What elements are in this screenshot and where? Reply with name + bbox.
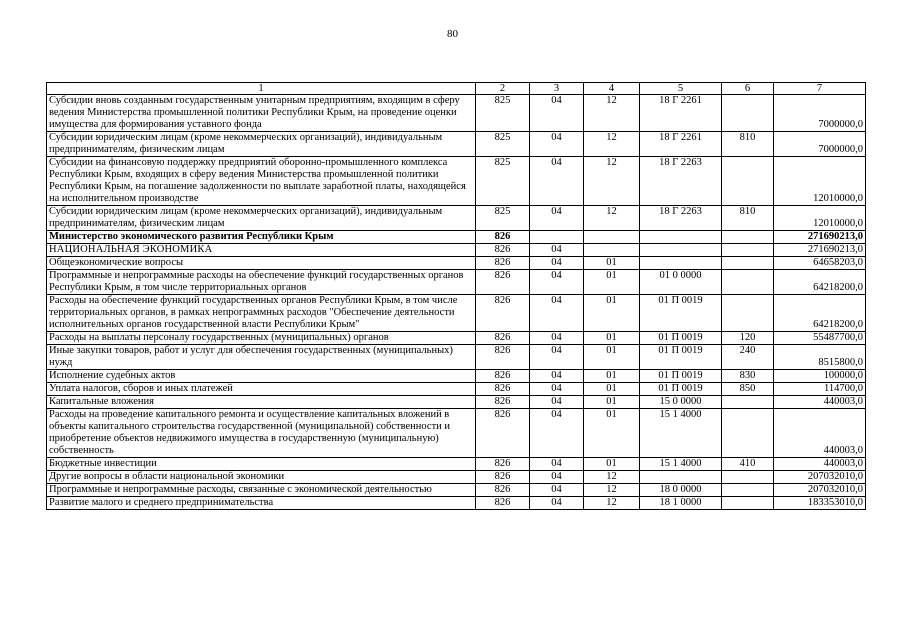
row-vr-cell (722, 231, 774, 244)
table-row (47, 409, 866, 458)
row-csr-cell: 18 Г 2263 (640, 206, 722, 231)
row-gr-cell: 826 (476, 484, 530, 497)
row-pr-cell: 01 (584, 409, 640, 458)
row-rz-cell: 04 (530, 458, 584, 471)
row-vr-cell: 830 (722, 370, 774, 383)
row-name-cell: Другие вопросы в области национальной экономики (47, 471, 476, 484)
row-csr-cell: 01 П 0019 (640, 370, 722, 383)
table-row (47, 497, 866, 510)
row-sum-cell: 7000000,0 (774, 132, 866, 157)
header-cell: 2 (476, 83, 530, 95)
row-pr-cell: 01 (584, 270, 640, 295)
header-cell: 6 (722, 83, 774, 95)
header-cell: 4 (584, 83, 640, 95)
row-gr-cell: 826 (476, 295, 530, 332)
row-sum-cell: 7000000,0 (774, 95, 866, 132)
row-vr-cell: 850 (722, 383, 774, 396)
row-sum-cell: 440003,0 (774, 396, 866, 409)
row-gr-cell: 826 (476, 497, 530, 510)
row-name-cell: Капитальные вложения (47, 396, 476, 409)
table-row (47, 132, 866, 157)
row-sum-cell: 207032010,0 (774, 484, 866, 497)
row-sum-cell: 271690213,0 (774, 244, 866, 257)
row-vr-cell (722, 497, 774, 510)
row-sum-cell: 8515800,0 (774, 345, 866, 370)
row-pr-cell: 01 (584, 257, 640, 270)
table-row (47, 95, 866, 132)
row-rz-cell (530, 231, 584, 244)
row-pr-cell: 12 (584, 95, 640, 132)
row-rz-cell: 04 (530, 383, 584, 396)
row-sum-cell: 100000,0 (774, 370, 866, 383)
row-gr-cell: 826 (476, 383, 530, 396)
row-gr-cell: 826 (476, 231, 530, 244)
row-name-cell: Уплата налогов, сборов и иных платежей (47, 383, 476, 396)
row-rz-cell: 04 (530, 257, 584, 270)
row-csr-cell (640, 231, 722, 244)
row-vr-cell: 410 (722, 458, 774, 471)
row-vr-cell (722, 484, 774, 497)
row-csr-cell: 18 0 0000 (640, 484, 722, 497)
row-gr-cell: 826 (476, 270, 530, 295)
row-gr-cell: 825 (476, 206, 530, 231)
row-pr-cell: 12 (584, 157, 640, 206)
row-name-cell: Расходы на выплаты персоналу государственных (муниципальных) органов (47, 332, 476, 345)
row-vr-cell: 810 (722, 206, 774, 231)
row-vr-cell (722, 244, 774, 257)
table-row (47, 332, 866, 345)
table-row (47, 396, 866, 409)
table-row (47, 244, 866, 257)
row-gr-cell: 826 (476, 257, 530, 270)
row-csr-cell (640, 244, 722, 257)
row-pr-cell: 01 (584, 396, 640, 409)
table-row (47, 206, 866, 231)
table-row (47, 471, 866, 484)
row-rz-cell: 04 (530, 409, 584, 458)
table-row (47, 157, 866, 206)
table-row (47, 458, 866, 471)
header-cell: 1 (47, 83, 476, 95)
row-name-cell: Программные и непрограммные расходы, связанные с экономической деятельностью (47, 484, 476, 497)
row-vr-cell: 240 (722, 345, 774, 370)
row-gr-cell: 826 (476, 244, 530, 257)
row-vr-cell: 120 (722, 332, 774, 345)
row-csr-cell (640, 471, 722, 484)
row-csr-cell (640, 257, 722, 270)
row-vr-cell (722, 471, 774, 484)
row-name-cell: Субсидии вновь созданным государственным унитарным предприятиям, входящим в сферу ведения Министерства промышленной политики Республики Крым, на проведение оценки имущества для формирования уставного фонда (47, 95, 476, 132)
row-rz-cell: 04 (530, 345, 584, 370)
row-gr-cell: 826 (476, 409, 530, 458)
row-sum-cell: 64218200,0 (774, 295, 866, 332)
row-vr-cell (722, 95, 774, 132)
row-csr-cell: 01 П 0019 (640, 295, 722, 332)
page-number: 80 (447, 28, 458, 40)
row-vr-cell (722, 270, 774, 295)
row-pr-cell: 01 (584, 332, 640, 345)
row-rz-cell: 04 (530, 497, 584, 510)
row-rz-cell: 04 (530, 206, 584, 231)
table-row (47, 295, 866, 332)
row-csr-cell: 01 0 0000 (640, 270, 722, 295)
row-name-cell: Субсидии юридическим лицам (кроме некоммерческих организаций), индивидуальным предпринимателям, физическим лицам (47, 132, 476, 157)
row-sum-cell: 64658203,0 (774, 257, 866, 270)
row-gr-cell: 825 (476, 95, 530, 132)
row-pr-cell: 12 (584, 206, 640, 231)
table-row (47, 257, 866, 270)
row-name-cell: Общеэкономические вопросы (47, 257, 476, 270)
budget-table (46, 82, 866, 510)
row-csr-cell: 01 П 0019 (640, 345, 722, 370)
row-name-cell: Субсидии юридическим лицам (кроме некоммерческих организаций), индивидуальным предпринимателям, физическим лицам (47, 206, 476, 231)
row-rz-cell: 04 (530, 244, 584, 257)
row-rz-cell: 04 (530, 484, 584, 497)
row-name-cell: Расходы на обеспечение функций государственных органов Республики Крым, в том числе территориальных органов, в рамках непрограммных расходов "Обеспечение деятельности исполнительных органов государственной власти Республики Крым" (47, 295, 476, 332)
row-sum-cell: 440003,0 (774, 458, 866, 471)
row-sum-cell: 440003,0 (774, 409, 866, 458)
row-name-cell: Бюджетные инвестиции (47, 458, 476, 471)
row-pr-cell: 01 (584, 345, 640, 370)
row-pr-cell: 01 (584, 458, 640, 471)
row-pr-cell: 01 (584, 383, 640, 396)
row-sum-cell: 12010000,0 (774, 157, 866, 206)
row-gr-cell: 826 (476, 471, 530, 484)
row-gr-cell: 826 (476, 458, 530, 471)
row-name-cell: Расходы на проведение капитального ремонта и осуществление капитальных вложений в объекты капитального строительства государственной (муниципальной) собственности и приобретение объектов недвижимого имущества в государственную (муниципальную) собственность (47, 409, 476, 458)
row-rz-cell: 04 (530, 157, 584, 206)
row-pr-cell: 12 (584, 484, 640, 497)
row-name-cell: Министерство экономического развития Республики Крым (47, 231, 476, 244)
row-name-cell: Иные закупки товаров, работ и услуг для обеспечения государственных (муниципальных) нужд (47, 345, 476, 370)
row-pr-cell: 01 (584, 295, 640, 332)
row-sum-cell: 114700,0 (774, 383, 866, 396)
row-sum-cell: 183353010,0 (774, 497, 866, 510)
row-rz-cell: 04 (530, 95, 584, 132)
row-vr-cell: 810 (722, 132, 774, 157)
row-vr-cell (722, 157, 774, 206)
table-header-row (47, 83, 866, 95)
row-name-cell: Развитие малого и среднего предпринимательства (47, 497, 476, 510)
table-row (47, 484, 866, 497)
row-pr-cell: 12 (584, 132, 640, 157)
row-csr-cell: 01 П 0019 (640, 383, 722, 396)
row-gr-cell: 825 (476, 132, 530, 157)
row-sum-cell: 12010000,0 (774, 206, 866, 231)
row-gr-cell: 826 (476, 332, 530, 345)
row-name-cell: Субсидии на финансовую поддержку предприятий оборонно-промышленного комплекса Республики Крым, входящих в сферу ведения Министерства промышленной политики Республики Крым, на погашение задолженности по выплате заработной платы, находящейся на исполнительном производстве (47, 157, 476, 206)
row-pr-cell (584, 231, 640, 244)
row-gr-cell: 826 (476, 370, 530, 383)
row-vr-cell (722, 396, 774, 409)
row-vr-cell (722, 409, 774, 458)
header-cell: 3 (530, 83, 584, 95)
header-cell: 5 (640, 83, 722, 95)
row-gr-cell: 825 (476, 157, 530, 206)
row-rz-cell: 04 (530, 270, 584, 295)
row-sum-cell: 64218200,0 (774, 270, 866, 295)
row-csr-cell: 18 Г 2261 (640, 132, 722, 157)
row-rz-cell: 04 (530, 471, 584, 484)
row-csr-cell: 15 1 4000 (640, 409, 722, 458)
row-pr-cell: 01 (584, 370, 640, 383)
table-row (47, 231, 866, 244)
row-gr-cell: 826 (476, 345, 530, 370)
row-csr-cell: 01 П 0019 (640, 332, 722, 345)
header-cell: 7 (774, 83, 866, 95)
table-row (47, 345, 866, 370)
table-row (47, 383, 866, 396)
table-row (47, 270, 866, 295)
row-name-cell: Исполнение судебных актов (47, 370, 476, 383)
row-pr-cell: 12 (584, 471, 640, 484)
row-rz-cell: 04 (530, 370, 584, 383)
row-rz-cell: 04 (530, 132, 584, 157)
row-csr-cell: 18 1 0000 (640, 497, 722, 510)
row-rz-cell: 04 (530, 332, 584, 345)
row-name-cell: НАЦИОНАЛЬНАЯ ЭКОНОМИКА (47, 244, 476, 257)
row-csr-cell: 15 1 4000 (640, 458, 722, 471)
row-rz-cell: 04 (530, 396, 584, 409)
row-pr-cell (584, 244, 640, 257)
row-csr-cell: 15 0 0000 (640, 396, 722, 409)
row-vr-cell (722, 295, 774, 332)
row-name-cell: Программные и непрограммные расходы на обеспечение функций государственных органов Республики Крым, в том числе территориальных органов (47, 270, 476, 295)
row-sum-cell: 55487700,0 (774, 332, 866, 345)
row-sum-cell: 207032010,0 (774, 471, 866, 484)
row-pr-cell: 12 (584, 497, 640, 510)
row-vr-cell (722, 257, 774, 270)
row-sum-cell: 271690213,0 (774, 231, 866, 244)
row-csr-cell: 18 Г 2261 (640, 95, 722, 132)
row-gr-cell: 826 (476, 396, 530, 409)
row-csr-cell: 18 Г 2263 (640, 157, 722, 206)
table-row (47, 370, 866, 383)
row-rz-cell: 04 (530, 295, 584, 332)
